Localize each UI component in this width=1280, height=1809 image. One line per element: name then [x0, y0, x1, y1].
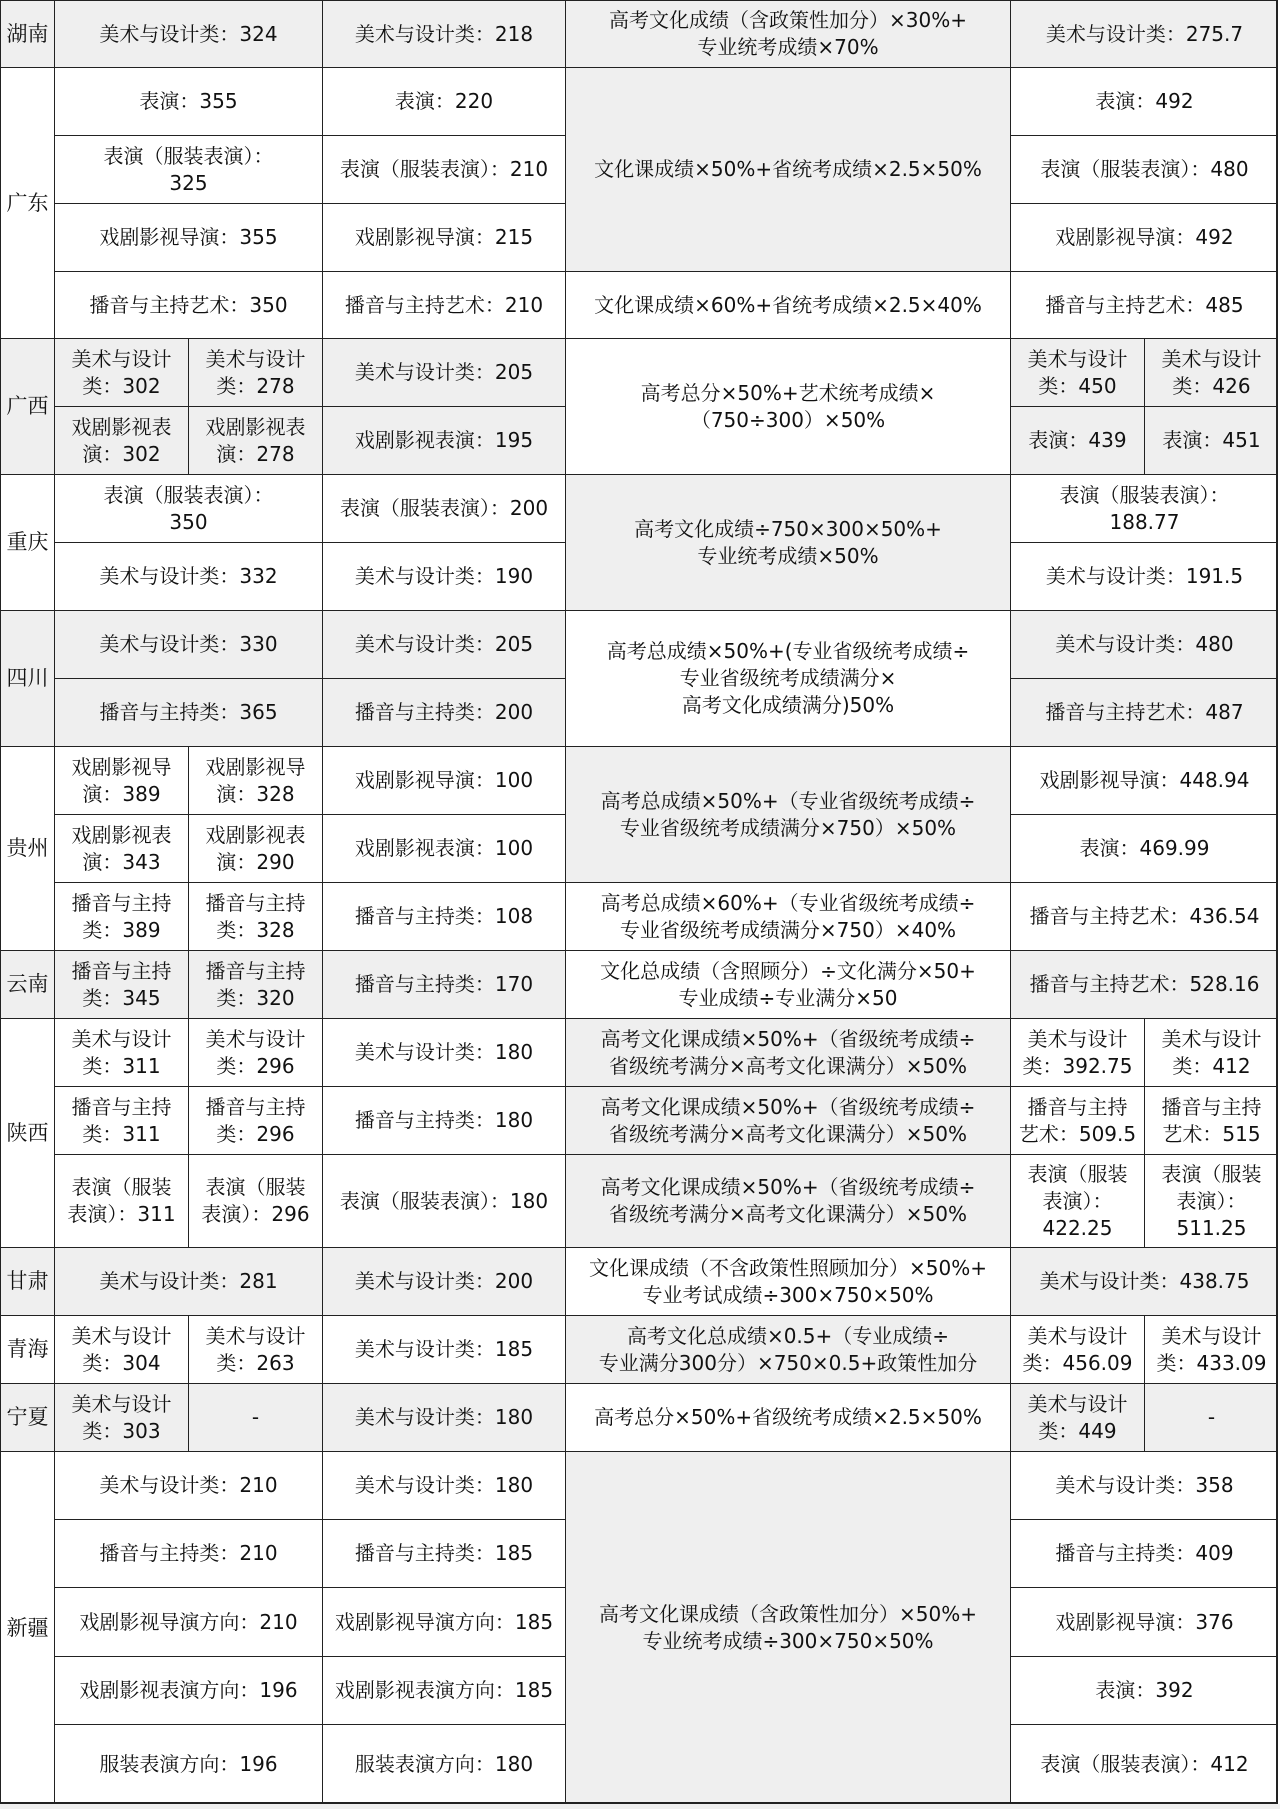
province-chongqing: 重庆 — [0, 474, 54, 610]
formula-cell: 高考总成绩×60%+（专业省级统考成绩÷ 专业省级统考成绩满分×750）×40% — [565, 882, 1010, 950]
table-cell: 表演：451 — [1144, 406, 1278, 474]
table-cell: 表演（服装 表演）： 511.25 — [1144, 1154, 1278, 1247]
table-cell: 表演（服装表演）：210 — [322, 135, 565, 203]
formula-cell: 文化课成绩×60%+省统考成绩×2.5×40% — [565, 271, 1010, 338]
table-cell: 表演（服装表演）： 188.77 — [1010, 474, 1278, 542]
bottom-strip — [0, 1804, 1280, 1809]
formula-cell: 文化课成绩（不含政策性照顾加分）×50%+ 专业考试成绩÷300×750×50% — [565, 1247, 1010, 1315]
table-cell: 美术与设计类：180 — [322, 1383, 565, 1451]
table-cell: 美术与设计类：218 — [322, 0, 565, 67]
province-yunnan: 云南 — [0, 950, 54, 1018]
table-cell: 美术与设计 类：392.75 — [1010, 1018, 1144, 1086]
table-cell: 美术与设计类：438.75 — [1010, 1247, 1278, 1315]
table-cell: 播音与主持 类：296 — [188, 1086, 322, 1154]
table-cell: 美术与设计类：180 — [322, 1018, 565, 1086]
table-cell: 美术与设计 类：304 — [54, 1315, 188, 1383]
table-cell: 戏剧影视表演：195 — [322, 406, 565, 474]
formula-cell: 文化总成绩（含照顾分）÷文化满分×50+ 专业成绩÷专业满分×50 — [565, 950, 1010, 1018]
table-cell: 播音与主持 艺术：515 — [1144, 1086, 1278, 1154]
table-cell: 播音与主持 类：320 — [188, 950, 322, 1018]
table-cell: 美术与设计 类：311 — [54, 1018, 188, 1086]
formula-cell: 高考总成绩×50%+（专业省级统考成绩÷ 专业省级统考成绩满分×750）×50% — [565, 746, 1010, 882]
table-cell: 表演：439 — [1010, 406, 1144, 474]
table-cell: 播音与主持类：409 — [1010, 1519, 1278, 1587]
table-cell: 表演：220 — [322, 67, 565, 135]
table-cell: 美术与设计 类：263 — [188, 1315, 322, 1383]
table-cell: 戏剧影视表 演：343 — [54, 814, 188, 882]
table-cell: 表演（服装表演）：412 — [1010, 1724, 1278, 1804]
table-cell: 戏剧影视导演：355 — [54, 203, 322, 271]
formula-cell: 高考文化课成绩×50%+（省级统考成绩÷ 省级统考满分×高考文化课满分）×50% — [565, 1086, 1010, 1154]
formula-cell: 高考总分×50%+省级统考成绩×2.5×50% — [565, 1383, 1010, 1451]
table-cell: 美术与设计 类：449 — [1010, 1383, 1144, 1451]
province-hunan: 湖南 — [0, 0, 54, 67]
table-cell: 播音与主持艺术：210 — [322, 271, 565, 338]
table-cell: 戏剧影视导演：215 — [322, 203, 565, 271]
table-cell: 播音与主持艺术：436.54 — [1010, 882, 1278, 950]
formula-cell: 高考文化总成绩×0.5+（专业成绩÷ 专业满分300分）×750×0.5+政策性加分 — [565, 1315, 1010, 1383]
province-guangxi: 广西 — [0, 338, 54, 474]
table-cell: 美术与设计类：275.7 — [1010, 0, 1278, 67]
formula-cell: 高考总分×50%+艺术统考成绩× （750÷300）×50% — [565, 338, 1010, 474]
table-cell: - — [188, 1383, 322, 1451]
table-cell: 表演（服装 表演）：311 — [54, 1154, 188, 1247]
table-cell: 戏剧影视导 演：389 — [54, 746, 188, 814]
table-cell: 戏剧影视导演方向：185 — [322, 1587, 565, 1656]
table-cell: 表演（服装表演）： 325 — [54, 135, 322, 203]
table-cell: 美术与设计 类：296 — [188, 1018, 322, 1086]
table-cell: 戏剧影视导 演：328 — [188, 746, 322, 814]
table-cell: 播音与主持类：200 — [322, 678, 565, 746]
table-cell: 表演：492 — [1010, 67, 1278, 135]
table-cell: 表演（服装表演）：180 — [322, 1154, 565, 1247]
table-cell: 戏剧影视表 演：302 — [54, 406, 188, 474]
formula-cell: 高考文化课成绩（含政策性加分）×50%+ 专业统考成绩÷300×750×50% — [565, 1451, 1010, 1804]
table-cell: 美术与设计类：205 — [322, 610, 565, 678]
province-xinjiang: 新疆 — [0, 1451, 54, 1804]
table-cell: 播音与主持 类：345 — [54, 950, 188, 1018]
province-guangdong: 广东 — [0, 67, 54, 338]
table-cell: 播音与主持类：185 — [322, 1519, 565, 1587]
province-sichuan: 四川 — [0, 610, 54, 746]
table-cell: 戏剧影视导演：492 — [1010, 203, 1278, 271]
table-cell: 美术与设计 类：426 — [1144, 338, 1278, 406]
table-cell: 美术与设计类：281 — [54, 1247, 322, 1315]
table-cell: 表演（服装 表演）：296 — [188, 1154, 322, 1247]
province-guizhou: 贵州 — [0, 746, 54, 950]
table-cell: 戏剧影视表 演：290 — [188, 814, 322, 882]
table-cell: 表演（服装 表演）： 422.25 — [1010, 1154, 1144, 1247]
table-cell: 美术与设计类：330 — [54, 610, 322, 678]
table-cell: 表演：469.99 — [1010, 814, 1278, 882]
table-cell: 美术与设计 类：303 — [54, 1383, 188, 1451]
table-cell: 戏剧影视导演：376 — [1010, 1587, 1278, 1656]
table-cell: 美术与设计 类：450 — [1010, 338, 1144, 406]
table-cell: 播音与主持类：365 — [54, 678, 322, 746]
table-cell: 播音与主持艺术：528.16 — [1010, 950, 1278, 1018]
table-cell: 播音与主持艺术：350 — [54, 271, 322, 338]
table-cell: 美术与设计 类：278 — [188, 338, 322, 406]
table-cell: 戏剧影视导演：448.94 — [1010, 746, 1278, 814]
table-cell: 播音与主持 艺术：509.5 — [1010, 1086, 1144, 1154]
table-cell: 美术与设计类：332 — [54, 542, 322, 610]
table-cell: 美术与设计类：190 — [322, 542, 565, 610]
table-cell: 戏剧影视导演方向：210 — [54, 1587, 322, 1656]
table-cell: 美术与设计类：480 — [1010, 610, 1278, 678]
table-cell: 播音与主持 类：311 — [54, 1086, 188, 1154]
table-cell: 表演（服装表演）：480 — [1010, 135, 1278, 203]
table-cell: 播音与主持 类：389 — [54, 882, 188, 950]
table-cell: 美术与设计 类：433.09 — [1144, 1315, 1278, 1383]
province-qinghai: 青海 — [0, 1315, 54, 1383]
table-cell: 播音与主持类：210 — [54, 1519, 322, 1587]
formula-cell: 高考文化课成绩×50%+（省级统考成绩÷ 省级统考满分×高考文化课满分）×50% — [565, 1018, 1010, 1086]
table-cell: 戏剧影视表演方向：185 — [322, 1656, 565, 1724]
table-cell: 播音与主持 类：328 — [188, 882, 322, 950]
table-cell: 播音与主持类：170 — [322, 950, 565, 1018]
table-cell: 美术与设计类：358 — [1010, 1451, 1278, 1519]
table-cell: 美术与设计 类：412 — [1144, 1018, 1278, 1086]
table-cell: 表演：392 — [1010, 1656, 1278, 1724]
table-cell: 服装表演方向：196 — [54, 1724, 322, 1804]
table-cell: 戏剧影视表 演：278 — [188, 406, 322, 474]
formula-cell: 高考文化成绩（含政策性加分）×30%+ 专业统考成绩×70% — [565, 0, 1010, 67]
table-cell: 播音与主持类：108 — [322, 882, 565, 950]
table-cell: 服装表演方向：180 — [322, 1724, 565, 1804]
formula-cell: 高考文化课成绩×50%+（省级统考成绩÷ 省级统考满分×高考文化课满分）×50% — [565, 1154, 1010, 1247]
table-cell: 美术与设计类：324 — [54, 0, 322, 67]
province-shaanxi: 陕西 — [0, 1018, 54, 1247]
table-cell: 美术与设计类：205 — [322, 338, 565, 406]
table-cell: 戏剧影视表演方向：196 — [54, 1656, 322, 1724]
table-cell: 表演（服装表演）： 350 — [54, 474, 322, 542]
province-gansu: 甘肃 — [0, 1247, 54, 1315]
table-cell: 表演：355 — [54, 67, 322, 135]
table-cell: 美术与设计类：180 — [322, 1451, 565, 1519]
table-cell: - — [1144, 1383, 1278, 1451]
formula-cell: 文化课成绩×50%+省统考成绩×2.5×50% — [565, 67, 1010, 271]
table-cell: 戏剧影视表演：100 — [322, 814, 565, 882]
table-cell: 美术与设计类：200 — [322, 1247, 565, 1315]
table-cell: 播音与主持艺术：487 — [1010, 678, 1278, 746]
formula-cell: 高考总成绩×50%+(专业省级统考成绩÷ 专业省级统考成绩满分× 高考文化成绩满分)50% — [565, 610, 1010, 746]
formula-cell: 高考文化成绩÷750×300×50%+ 专业统考成绩×50% — [565, 474, 1010, 610]
table-cell: 美术与设计 类：456.09 — [1010, 1315, 1144, 1383]
table-cell: 播音与主持艺术：485 — [1010, 271, 1278, 338]
table-cell: 戏剧影视导演：100 — [322, 746, 565, 814]
table-cell: 美术与设计类：210 — [54, 1451, 322, 1519]
table-cell: 美术与设计类：185 — [322, 1315, 565, 1383]
table-cell: 表演（服装表演）：200 — [322, 474, 565, 542]
table-cell: 美术与设计类：191.5 — [1010, 542, 1278, 610]
table-cell: 美术与设计 类：302 — [54, 338, 188, 406]
province-ningxia: 宁夏 — [0, 1383, 54, 1451]
table-cell: 播音与主持类：180 — [322, 1086, 565, 1154]
